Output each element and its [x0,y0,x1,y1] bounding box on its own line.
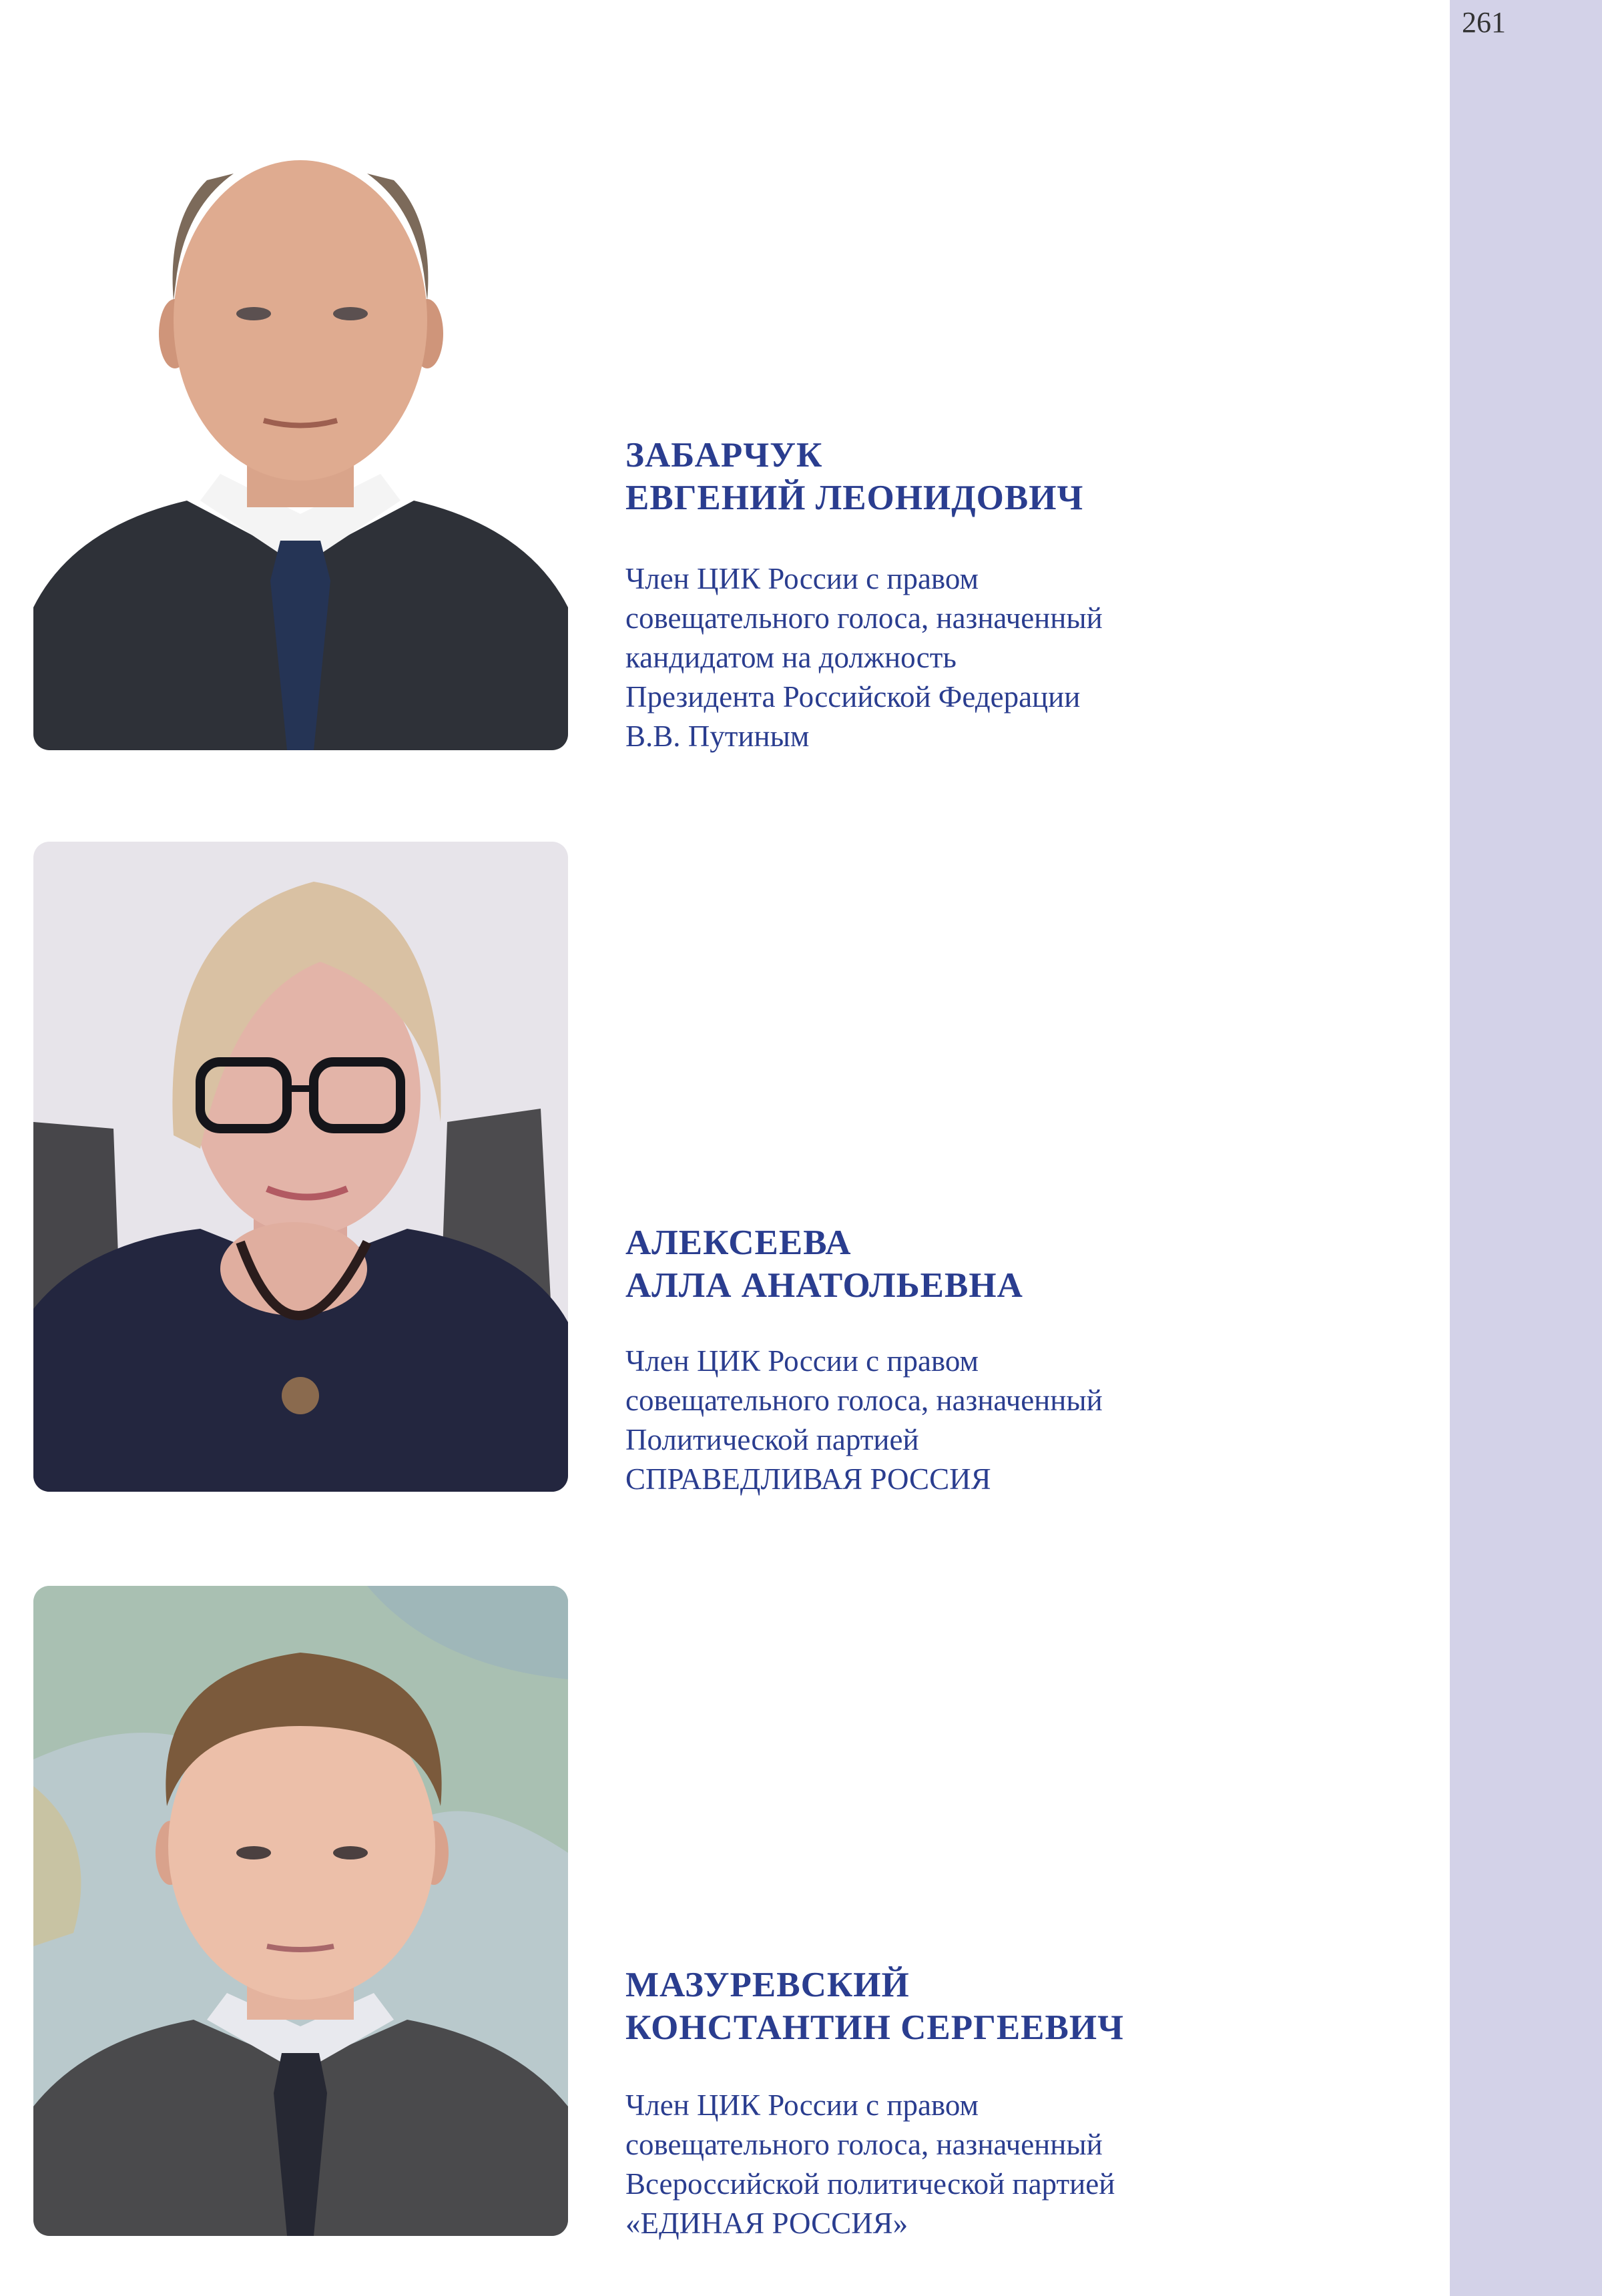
person-name-alekseeva [625,1221,1023,1307]
page-side-bar [1450,0,1602,2296]
person-role-mazurevsky [625,2086,1115,2243]
role-line: Президента Российской Федерации [625,680,1081,713]
role-line: совещательного голоса, назначенный [625,2128,1103,2161]
person-role-alekseeva [625,1342,1103,1499]
role-line: СПРАВЕДЛИВАЯ РОССИЯ [625,1462,991,1496]
role-line: В.В. Путиным [625,720,810,753]
role-line: Всероссийской политической партией [625,2167,1115,2201]
person-name-mazurevsky [625,1964,1124,2049]
person-surname: ЗАБАРЧУК [625,436,823,475]
role-line: Член ЦИК России с правом [625,562,979,595]
portrait-photo-zabarchuk [33,100,568,750]
person-given-names: АЛЛА АНАТОЛЬЕВНА [625,1266,1023,1305]
role-line: Политической партией [625,1423,919,1456]
role-line: совещательного голоса, назначенный [625,601,1103,635]
role-line: кандидатом на должность [625,641,957,674]
role-line: Член ЦИК России с правом [625,2088,979,2122]
person-surname: АЛЕКСЕЕВА [625,1223,852,1262]
person-surname: МАЗУРЕВСКИЙ [625,1966,910,2004]
person-given-names: КОНСТАНТИН СЕРГЕЕВИЧ [625,2008,1124,2047]
portrait-photo-mazurevsky [33,1586,568,2236]
role-line: «ЕДИНАЯ РОССИЯ» [625,2207,908,2240]
person-given-names: ЕВГЕНИЙ ЛЕОНИДОВИЧ [625,479,1084,517]
role-line: Член ЦИК России с правом [625,1344,979,1378]
role-line: совещательного голоса, назначенный [625,1384,1103,1417]
person-role-zabarchuk [625,559,1103,756]
portrait-photo-alekseeva [33,842,568,1492]
page-number: 261 [1462,6,1506,39]
person-name-zabarchuk [625,434,1083,519]
